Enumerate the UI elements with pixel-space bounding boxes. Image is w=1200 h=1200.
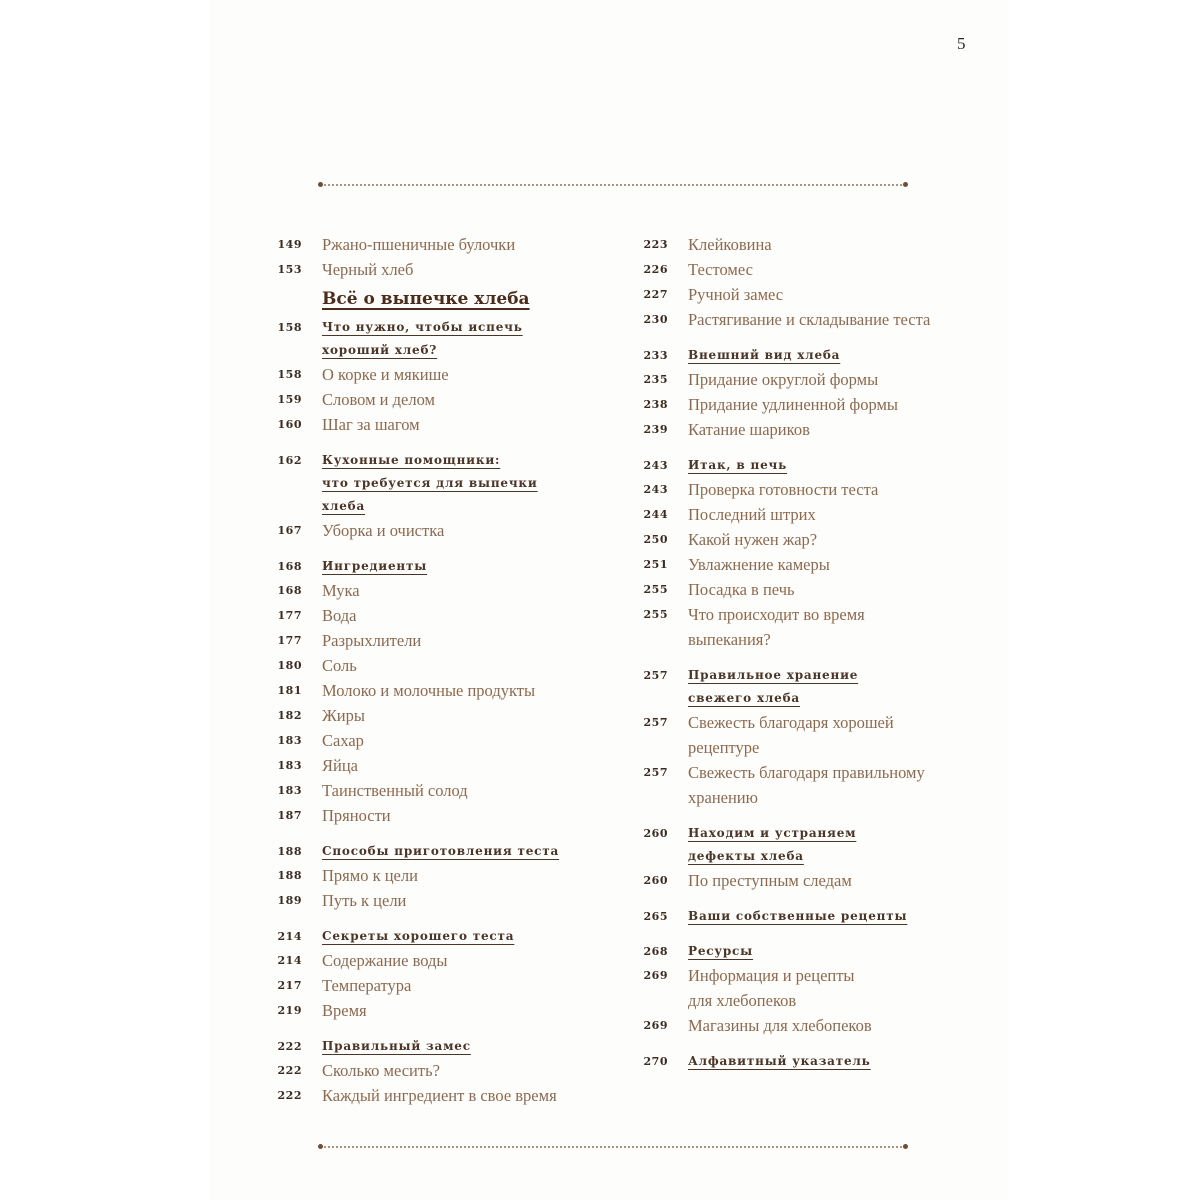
toc-page-number: 233 (643, 349, 668, 362)
toc-entry-title: Свежесть благодаря правильному хранению (688, 763, 925, 807)
toc-page-number: 255 (643, 583, 668, 596)
toc-page-number: 159 (277, 393, 302, 406)
toc-entry-title: Внешний вид хлеба (688, 348, 841, 362)
toc-entry-title: Жиры (322, 706, 365, 725)
toc-entry (262, 653, 612, 678)
toc-page-number: 269 (643, 969, 668, 982)
toc-entry (628, 257, 978, 282)
toc-page-number: 244 (643, 508, 668, 521)
toc-entry-title: Кухонные помощники: что требуется для выпечки хлеба (322, 453, 538, 513)
page-number: 5 (957, 34, 966, 53)
toc-entry-title: Черный хлеб (322, 260, 414, 279)
toc-page-number: 187 (277, 809, 302, 822)
toc-page-number: 177 (277, 634, 302, 647)
toc-entry-title: Находим и устраняем дефекты хлеба (688, 826, 857, 863)
toc-entry (262, 603, 612, 628)
toc-entry (628, 477, 978, 502)
toc-page-number: 149 (277, 238, 302, 251)
toc-entry-title: Правильное хранение свежего хлеба (688, 668, 859, 705)
toc-entry-title: Таинственный солод (322, 781, 468, 800)
toc-entry-title: Магазины для хлебопеков (688, 1016, 872, 1035)
toc-entry-title: Увлажнение камеры (688, 555, 830, 574)
toc-page-number: 158 (277, 321, 302, 334)
divider-dot-left (318, 1144, 323, 1149)
toc-entry-title: Время (322, 1001, 367, 1020)
toc-page-number: 257 (643, 716, 668, 729)
toc-entry (628, 307, 978, 332)
toc-entry-title: Сахар (322, 731, 364, 750)
toc-entry (262, 232, 612, 257)
toc-entry-title: Правильный замес (322, 1039, 471, 1053)
toc-entry-title: Придание округлой формы (688, 370, 879, 389)
toc-entry-title: Словом и делом (322, 390, 435, 409)
toc-entry (628, 232, 978, 257)
toc-entry (262, 948, 612, 973)
toc-page-number: 260 (643, 827, 668, 840)
toc-entry-title: По преступным следам (688, 871, 852, 890)
toc-chapter-heading (628, 454, 978, 477)
toc-entry-title: Свежесть благодаря хорошей рецептуре (688, 713, 894, 757)
toc-page-number: 153 (277, 263, 302, 276)
top-divider (318, 182, 908, 188)
toc-entry (628, 577, 978, 602)
toc-page-number: 177 (277, 609, 302, 622)
toc-chapter-heading (262, 1035, 612, 1058)
toc-page-number: 219 (277, 1004, 302, 1017)
toc-entry (262, 412, 612, 437)
toc-entry (262, 998, 612, 1023)
toc-entry (262, 362, 612, 387)
toc-entry (628, 392, 978, 417)
toc-page-number: 160 (277, 418, 302, 431)
toc-entry-title: Содержание воды (322, 951, 448, 970)
toc-page-number: 230 (643, 313, 668, 326)
toc-page-number: 269 (643, 1019, 668, 1032)
toc-entry (628, 710, 978, 760)
toc-page-number: 162 (277, 454, 302, 467)
toc-entry (262, 628, 612, 653)
toc-entry-title: О корке и мякише (322, 365, 449, 384)
toc-entry-title: Пряности (322, 806, 391, 825)
toc-entry-title: Катание шариков (688, 420, 810, 439)
toc-entry (262, 578, 612, 603)
toc-entry-title: Итак, в печь (688, 458, 788, 472)
toc-entry (262, 703, 612, 728)
toc-entry-title: Ржано-пшеничные булочки (322, 235, 516, 254)
toc-page-number: 243 (643, 459, 668, 472)
toc-page-number: 183 (277, 734, 302, 747)
toc-page-number: 188 (277, 845, 302, 858)
toc-entry-title: Ингредиенты (322, 559, 428, 573)
toc-page-number: 180 (277, 659, 302, 672)
toc-entry (262, 803, 612, 828)
toc-page-number: 188 (277, 869, 302, 882)
toc-page-number: 268 (643, 945, 668, 958)
toc-page-number: 235 (643, 373, 668, 386)
toc-entry (262, 973, 612, 998)
toc-entry-title: Разрыхлители (322, 631, 422, 650)
toc-page-number: 222 (277, 1089, 302, 1102)
toc-page-number: 226 (643, 263, 668, 276)
toc-page-number: 183 (277, 759, 302, 772)
toc-entry (628, 1013, 978, 1038)
toc-entry-title: Секреты хорошего теста (322, 929, 515, 943)
toc-right-column (628, 232, 978, 1073)
toc-entry-title: Соль (322, 656, 357, 675)
toc-entry-title: Уборка и очистка (322, 521, 445, 540)
divider-dot-right (903, 182, 908, 187)
toc-entry (628, 417, 978, 442)
toc-entry-title: Способы приготовления теста (322, 844, 560, 858)
toc-page-number: 257 (643, 766, 668, 779)
toc-page-number: 189 (277, 894, 302, 907)
toc-entry-title: Каждый ингредиент в свое время (322, 1086, 557, 1105)
divider-dotted-line (324, 1146, 902, 1148)
toc-entry (262, 387, 612, 412)
toc-entry (262, 678, 612, 703)
toc-page-number: 182 (277, 709, 302, 722)
toc-page-number: 238 (643, 398, 668, 411)
toc-chapter-heading (262, 555, 612, 578)
toc-entry (628, 963, 978, 1013)
toc-entry-title: Какой нужен жар? (688, 530, 818, 549)
toc-entry-title: Молоко и молочные продукты (322, 681, 536, 700)
toc-entry-title: Сколько месить? (322, 1061, 440, 1080)
toc-page-number: 181 (277, 684, 302, 697)
toc-entry (262, 1083, 612, 1108)
toc-chapter-heading (628, 822, 978, 868)
divider-dotted-line (324, 184, 902, 186)
toc-entry-title: Ресурсы (688, 944, 753, 958)
toc-chapter-heading (262, 316, 612, 362)
toc-page-number: 227 (643, 288, 668, 301)
toc-page-number: 167 (277, 524, 302, 537)
toc-page-number: 222 (277, 1064, 302, 1077)
toc-page-number: 265 (643, 910, 668, 923)
toc-entry (628, 552, 978, 577)
toc-entry-title: Ручной замес (688, 285, 784, 304)
toc-page-number: 223 (643, 238, 668, 251)
toc-page-number: 255 (643, 608, 668, 621)
toc-page-number: 168 (277, 584, 302, 597)
toc-page-number: 260 (643, 874, 668, 887)
divider-dot-right (903, 1144, 908, 1149)
toc-chapter-heading (628, 664, 978, 710)
toc-page-number: 217 (277, 979, 302, 992)
toc-chapter-heading (628, 940, 978, 963)
toc-entry (262, 753, 612, 778)
toc-entry (262, 728, 612, 753)
bottom-divider (318, 1144, 908, 1150)
toc-page-number: 158 (277, 368, 302, 381)
toc-left-column (262, 232, 612, 1108)
toc-page-number: 183 (277, 784, 302, 797)
toc-entry-title: Мука (322, 581, 360, 600)
toc-entry-title: Что нужно, чтобы испечь хороший хлеб? (322, 320, 523, 357)
toc-entry (262, 1058, 612, 1083)
toc-page-number: 168 (277, 560, 302, 573)
toc-page-number: 251 (643, 558, 668, 571)
toc-page-number: 243 (643, 483, 668, 496)
divider-dot-left (318, 182, 323, 187)
toc-entry-title: Клейковина (688, 235, 772, 254)
toc-entry (262, 778, 612, 803)
toc-entry (628, 527, 978, 552)
toc-chapter-heading (628, 905, 978, 928)
toc-entry (262, 888, 612, 913)
toc-entry-title: Шаг за шагом (322, 415, 420, 434)
toc-entry-title: Проверка готовности теста (688, 480, 879, 499)
toc-entry-title: Яйца (322, 756, 358, 775)
toc-entry (628, 367, 978, 392)
toc-page-number: 214 (277, 930, 302, 943)
toc-entry (628, 760, 978, 810)
toc-entry-title: Посадка в печь (688, 580, 795, 599)
toc-entry-title: Температура (322, 976, 412, 995)
toc-entry-title: Растягивание и складывание теста (688, 310, 931, 329)
toc-entry-title: Информация и рецепты для хлебопеков (688, 966, 855, 1010)
toc-chapter-heading (262, 925, 612, 948)
toc-entry (262, 257, 612, 282)
toc-entry-title: Вода (322, 606, 357, 625)
toc-entry-title: Ваши собственные рецепты (688, 909, 908, 923)
toc-page-number: 257 (643, 669, 668, 682)
toc-chapter-heading (628, 1050, 978, 1073)
toc-entry (628, 868, 978, 893)
toc-entry-title: Придание удлиненной формы (688, 395, 898, 414)
toc-chapter-heading (262, 449, 612, 518)
toc-entry (628, 602, 978, 652)
toc-entry-title: Алфавитный указатель (688, 1054, 871, 1068)
toc-entry (628, 282, 978, 307)
toc-page-number: 250 (643, 533, 668, 546)
toc-page-number: 214 (277, 954, 302, 967)
toc-entry (262, 518, 612, 543)
toc-entry (628, 502, 978, 527)
toc-entry-title: Тестомес (688, 260, 753, 279)
toc-page-number: 222 (277, 1040, 302, 1053)
toc-entry (262, 863, 612, 888)
toc-entry-title: Путь к цели (322, 891, 407, 910)
toc-section-title (262, 282, 612, 316)
toc-entry-title: Последний штрих (688, 505, 816, 524)
toc-page-number: 270 (643, 1055, 668, 1068)
toc-entry-title: Прямо к цели (322, 866, 418, 885)
toc-entry-title: Что происходит во время выпекания? (688, 605, 865, 649)
toc-chapter-heading (628, 344, 978, 367)
toc-page-number: 239 (643, 423, 668, 436)
toc-entry-title: Всё о выпечке хлеба (322, 289, 530, 309)
toc-chapter-heading (262, 840, 612, 863)
